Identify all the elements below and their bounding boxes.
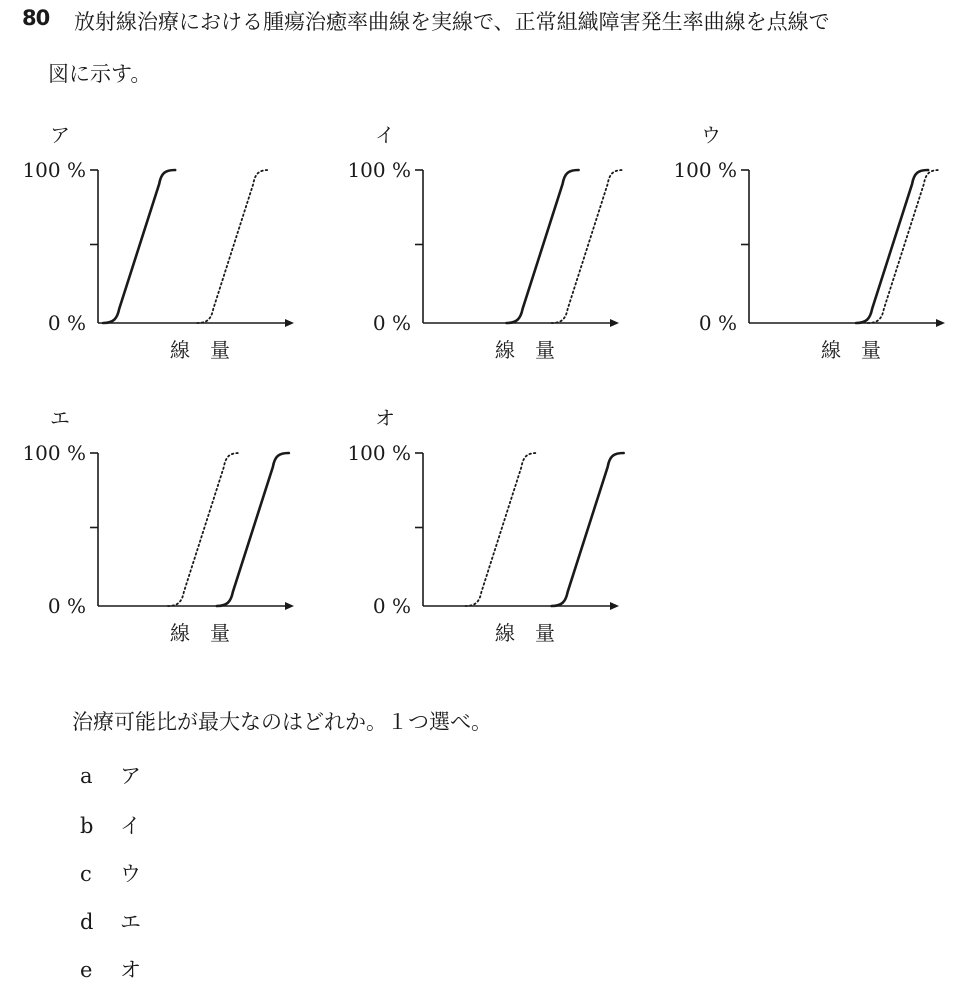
ytick-label-100: 100 % (347, 441, 411, 465)
choice-text: オ (120, 958, 141, 982)
x-axis-arrow (610, 319, 619, 327)
ytick-label-100: 100 % (22, 441, 86, 465)
choice-letter: c (80, 862, 92, 886)
choice-text: エ (120, 910, 141, 934)
tumor-control-curve (507, 170, 579, 323)
tumor-control-curve (217, 453, 289, 606)
question-stem-line2: 図に示す。 (48, 62, 152, 86)
choice-letter: e (80, 958, 93, 982)
panel-label: ウ (701, 123, 721, 147)
x-axis-arrow (610, 602, 619, 610)
choice-d[interactable] (80, 906, 141, 936)
x-axis-label: 線 量 (821, 338, 881, 362)
choice-letter: a (80, 764, 93, 788)
panel-label: エ (50, 406, 70, 430)
panel-label: ア (50, 123, 70, 147)
choice-text: イ (120, 814, 141, 838)
ytick-label-100: 100 % (22, 158, 86, 182)
ytick-label-0: 0 % (47, 311, 86, 335)
chart-panel (347, 406, 623, 645)
choice-letter: d (80, 910, 94, 934)
chart-panel (673, 123, 945, 362)
choice-letter: b (80, 814, 94, 838)
ytick-label-100: 100 % (673, 158, 737, 182)
x-axis-arrow (285, 319, 294, 327)
x-axis-arrow (285, 602, 294, 610)
ytick-label-0: 0 % (372, 594, 411, 618)
chart-panel (22, 406, 294, 645)
choice-e[interactable] (80, 954, 141, 984)
tumor-control-curve (552, 453, 624, 606)
chart-panel (22, 123, 294, 362)
normal-tissue-curve (168, 453, 240, 606)
tumor-control-curve (103, 170, 175, 323)
choice-a[interactable] (80, 760, 141, 790)
question-number: 80 (22, 6, 50, 30)
tumor-control-curve (856, 170, 928, 323)
panel-label: イ (375, 123, 395, 147)
choice-b[interactable] (80, 810, 141, 840)
x-axis-label: 線 量 (495, 621, 555, 645)
choice-c[interactable] (80, 858, 141, 888)
ytick-label-0: 0 % (698, 311, 737, 335)
choice-text: ウ (120, 862, 141, 886)
x-axis-label: 線 量 (170, 338, 230, 362)
ytick-label-100: 100 % (347, 158, 411, 182)
x-axis-arrow (936, 319, 945, 327)
choice-text: ア (120, 764, 141, 788)
ytick-label-0: 0 % (47, 594, 86, 618)
normal-tissue-curve (552, 170, 624, 323)
normal-tissue-curve (868, 170, 940, 323)
question-prompt: 治療可能比が最大なのはどれか。１つ選べ。 (72, 710, 492, 734)
chart-panel (347, 123, 623, 362)
normal-tissue-curve (465, 453, 537, 606)
x-axis-label: 線 量 (170, 621, 230, 645)
ytick-label-0: 0 % (372, 311, 411, 335)
normal-tissue-curve (197, 170, 269, 323)
question-stem-line1: 放射線治療における腫瘍治癒率曲線を実線で、正常組織障害発生率曲線を点線で (74, 10, 830, 34)
panel-label: オ (375, 406, 395, 430)
x-axis-label: 線 量 (495, 338, 555, 362)
